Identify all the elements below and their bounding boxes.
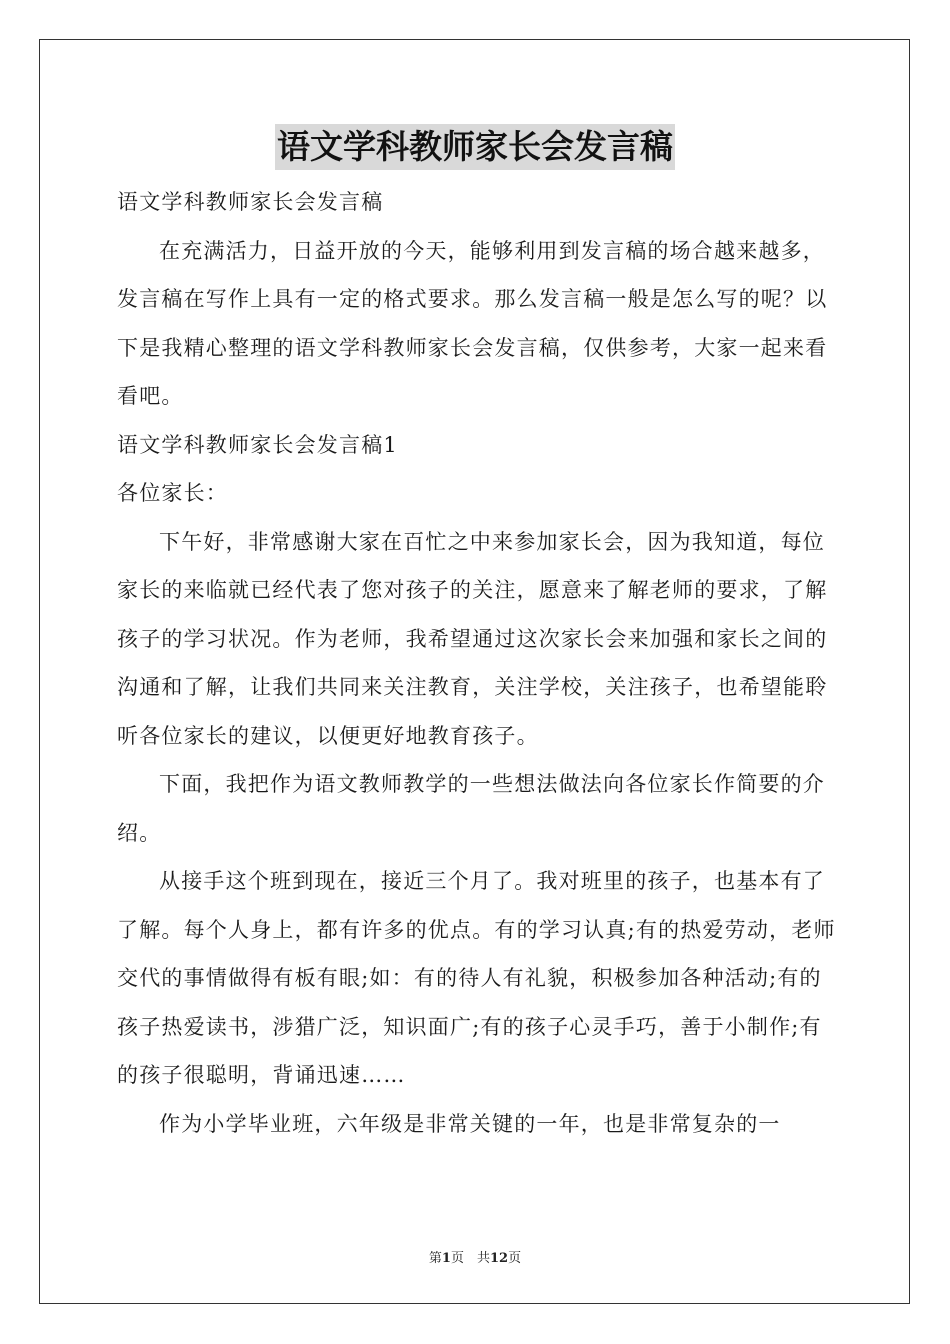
footer-page-suffix: 页: [508, 1251, 522, 1266]
salutation: 各位家长：: [117, 481, 228, 505]
footer-page-mid: 页 共: [450, 1251, 490, 1266]
document-body: [117, 178, 837, 1148]
page-footer: [0, 1247, 950, 1266]
paragraph: 下午好，非常感谢大家在百忙之中来参加家长会，因为我知道，每位家长的来临就已经代表了您对孩子的关注，愿意来了解老师的要求，了解孩子的学习状况。作为老师，我希望通过这次家长会来加强和家长之间的沟通和了解，让我们共同来关注教育，关注学校，关注孩子，也希望能聆听各位家长的建议，以便更好地教育孩子。: [117, 529, 828, 748]
document-title: 语文学科教师家长会发言稿: [275, 124, 675, 170]
footer-page-prefix: 第: [428, 1251, 442, 1266]
paragraph: 语文学科教师家长会发言稿: [117, 190, 384, 214]
paragraph: 从接手这个班到现在，接近三个月了。我对班里的孩子，也基本有了了解。每个人身上，都有许多的优点。有的学习认真;有的热爱劳动，老师交代的事情做得有板有眼;如：有的待人有礼貌，积极参加各种活动;有的孩子热爱读书，涉猎广泛，知识面广;有的孩子心灵手巧，善于小制作;有的孩子很聪明，背诵迅速……: [117, 869, 836, 1087]
title-container: [0, 124, 950, 170]
footer-page-number: 1: [441, 1251, 451, 1266]
paragraph: 作为小学毕业班，六年级是非常关键的一年，也是非常复杂的一: [159, 1111, 781, 1136]
paragraph: 下面，我把作为语文教师教学的一些想法做法向各位家长作简要的介绍。: [117, 772, 825, 845]
footer-page-total: 12: [489, 1251, 509, 1266]
section-heading: 语文学科教师家长会发言稿1: [117, 432, 398, 457]
paragraph: 在充满活力，日益开放的今天，能够利用到发言稿的场合越来越多，发言稿在写作上具有一定的格式要求。那么发言稿一般是怎么写的呢？以下是我精心整理的语文学科教师家长会发言稿，仅供参考，大家一起来看看吧。: [117, 238, 828, 408]
